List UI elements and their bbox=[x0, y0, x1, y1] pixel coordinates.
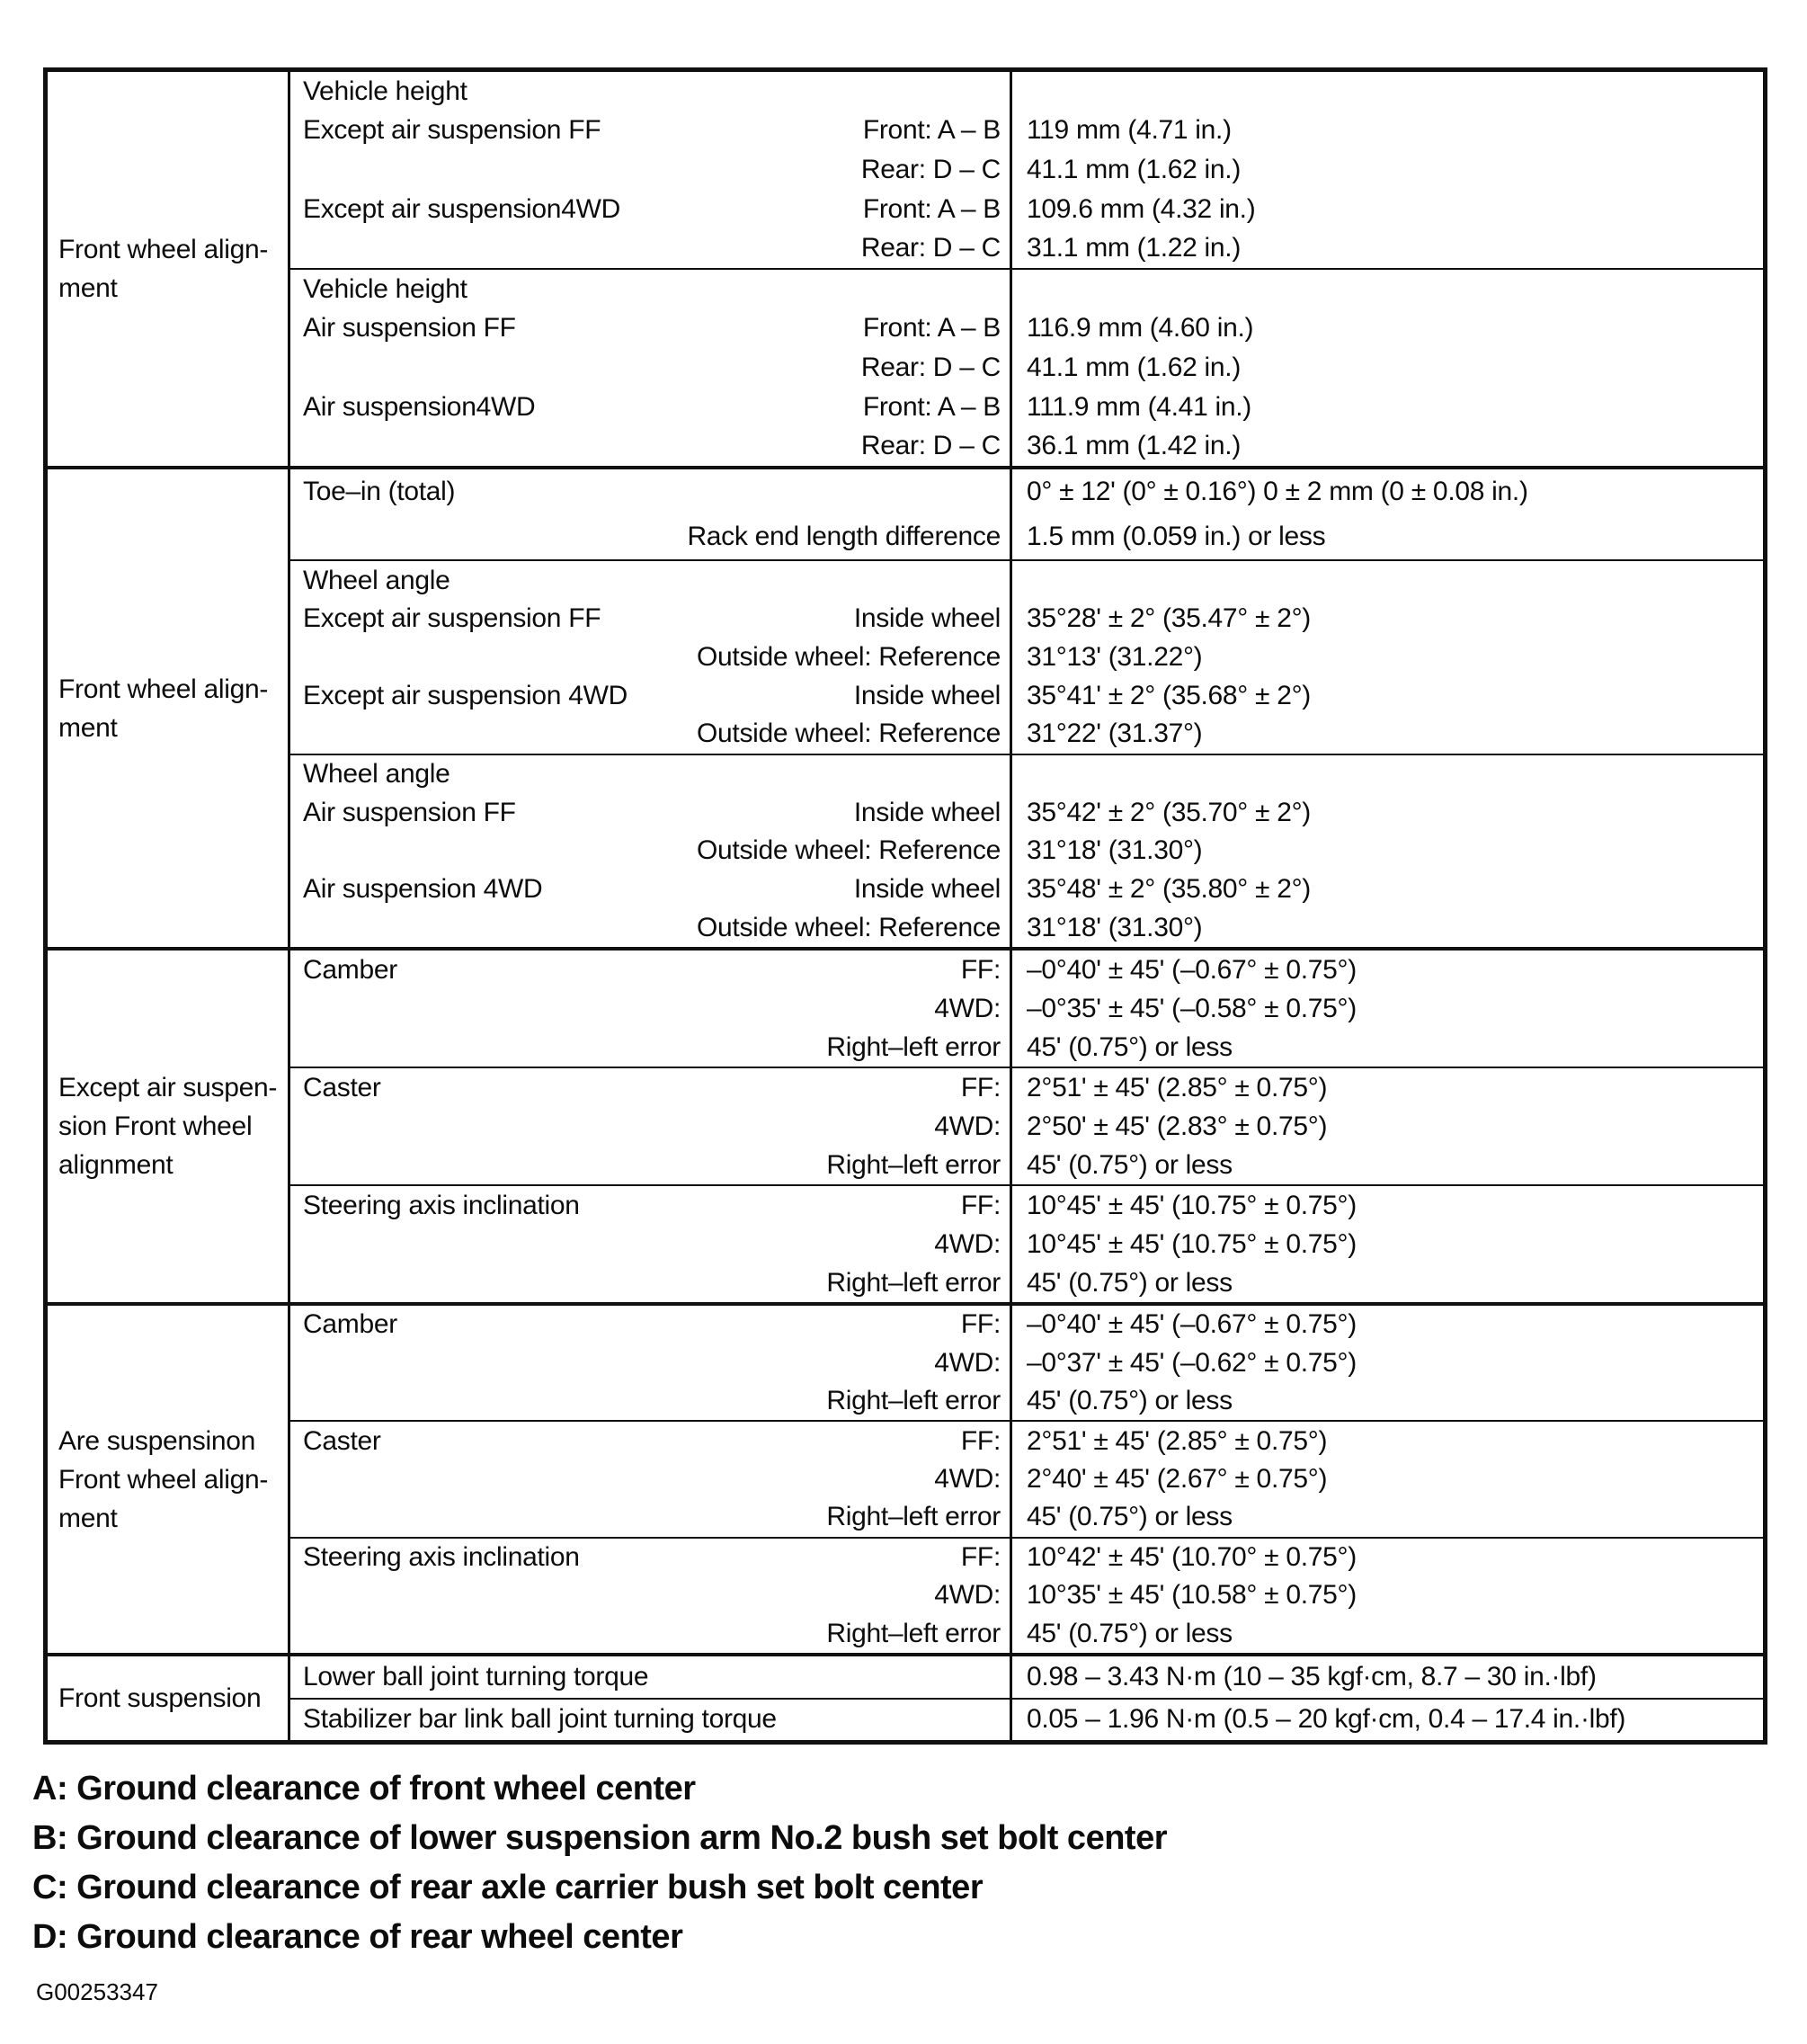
value-cell bbox=[1010, 1186, 1763, 1225]
sub-label-text: Right–left error bbox=[826, 1149, 1001, 1180]
value-text: 45' (0.75°) or less bbox=[1027, 1386, 1233, 1416]
spec-line bbox=[290, 1615, 1763, 1653]
sub-label-text: Rack end length difference bbox=[687, 522, 1001, 552]
parameter-cell bbox=[290, 832, 1010, 870]
spec-line bbox=[290, 112, 1763, 151]
sub-label-text: 4WD: bbox=[934, 1347, 1001, 1378]
value-text: –0°40' ± 45' (–0.67° ± 0.75°) bbox=[1027, 954, 1357, 985]
spec-line bbox=[290, 1576, 1763, 1614]
spec-block bbox=[290, 1537, 1763, 1653]
param-text: Air suspension4WD bbox=[303, 391, 536, 422]
param-text: Air suspension FF bbox=[303, 313, 516, 344]
param-text: Camber bbox=[303, 954, 397, 985]
value-cell bbox=[1010, 1306, 1763, 1343]
value-text: 10°45' ± 45' (10.75° ± 0.75°) bbox=[1027, 1228, 1357, 1259]
parameter-cell bbox=[290, 514, 1010, 559]
param-text: Except air suspension 4WD bbox=[303, 680, 628, 710]
spec-line bbox=[290, 676, 1763, 715]
group-label-line: ment bbox=[58, 273, 118, 303]
value-text: 35°41' ± 2° (35.68° ± 2°) bbox=[1027, 680, 1311, 710]
value-text: 45' (0.75°) or less bbox=[1027, 1149, 1233, 1180]
value-cell bbox=[1010, 514, 1763, 559]
spec-line bbox=[290, 1382, 1763, 1420]
sub-label-text: 4WD: bbox=[934, 1111, 1001, 1141]
value-text: 31°22' (31.37°) bbox=[1027, 719, 1203, 749]
value-cell bbox=[1010, 426, 1763, 466]
sub-label-text: Inside wheel bbox=[853, 680, 1001, 710]
spec-line bbox=[290, 270, 1763, 309]
spec-block bbox=[290, 1306, 1763, 1420]
value-text: 111.9 mm (4.41 in.) bbox=[1027, 391, 1251, 422]
value-cell bbox=[1010, 1263, 1763, 1302]
spec-line bbox=[290, 600, 1763, 638]
param-text: Steering axis inclination bbox=[303, 1190, 580, 1220]
group-label-line: alignment bbox=[58, 1150, 174, 1180]
spec-table bbox=[43, 67, 1767, 1745]
value-text: 10°45' ± 45' (10.75° ± 0.75°) bbox=[1027, 1190, 1357, 1220]
value-text: 2°40' ± 45' (2.67° ± 0.75°) bbox=[1027, 1463, 1328, 1494]
value-text: 45' (0.75°) or less bbox=[1027, 1031, 1233, 1062]
footnote-line-b: B: Ground clearance of lower suspension arm No.2 bush set bolt center bbox=[32, 1819, 1167, 1857]
spec-line bbox=[290, 72, 1763, 112]
param-text: Caster bbox=[303, 1072, 381, 1102]
value-cell bbox=[1010, 1576, 1763, 1614]
table-group bbox=[48, 1302, 1763, 1653]
param-text: Toe–in (total) bbox=[303, 477, 456, 507]
spec-block bbox=[290, 1698, 1763, 1741]
sub-label-text: Right–left error bbox=[826, 1267, 1001, 1298]
sub-label-text: Outside wheel: Reference bbox=[697, 641, 1001, 672]
spec-block bbox=[290, 1420, 1763, 1536]
value-text: 109.6 mm (4.32 in.) bbox=[1027, 193, 1256, 224]
parameter-cell bbox=[290, 755, 1010, 794]
value-text: 45' (0.75°) or less bbox=[1027, 1618, 1233, 1648]
sub-label-text: 4WD: bbox=[934, 1463, 1001, 1494]
value-text: –0°40' ± 45' (–0.67° ± 0.75°) bbox=[1027, 1309, 1357, 1340]
value-text: 45' (0.75°) or less bbox=[1027, 1502, 1233, 1532]
spec-line bbox=[290, 715, 1763, 754]
parameter-cell bbox=[290, 388, 1010, 427]
param-text: Except air suspension FF bbox=[303, 603, 601, 634]
group-label-line: ment bbox=[58, 712, 118, 743]
param-text: Air suspension FF bbox=[303, 797, 516, 827]
spec-block bbox=[290, 1656, 1763, 1698]
param-text: Camber bbox=[303, 1309, 397, 1340]
group-label-line: Front wheel align- bbox=[58, 1464, 269, 1495]
group-label-line: Front wheel align- bbox=[58, 674, 269, 704]
spec-line bbox=[290, 1306, 1763, 1343]
value-cell bbox=[1010, 1225, 1763, 1263]
spec-line bbox=[290, 908, 1763, 947]
sub-label-text: Rear: D – C bbox=[860, 431, 1001, 461]
footnotes bbox=[32, 1764, 1167, 1962]
parameter-cell bbox=[290, 638, 1010, 677]
group-label-line: ment bbox=[58, 1503, 118, 1533]
parameter-cell bbox=[290, 561, 1010, 600]
value-cell bbox=[1010, 1068, 1763, 1107]
parameter-cell bbox=[290, 1225, 1010, 1263]
sub-label-text: FF: bbox=[960, 1425, 1001, 1456]
parameter-cell bbox=[290, 112, 1010, 151]
value-cell bbox=[1010, 989, 1763, 1028]
param-text: Steering axis inclination bbox=[303, 1541, 580, 1572]
group-label-cell bbox=[48, 951, 290, 1302]
value-cell bbox=[1010, 388, 1763, 427]
value-text: 31°13' (31.22°) bbox=[1027, 641, 1203, 672]
parameter-cell bbox=[290, 870, 1010, 909]
sub-label-text: Right–left error bbox=[826, 1502, 1001, 1532]
group-label-line: Except air suspen- bbox=[58, 1073, 278, 1102]
sub-label-text: FF: bbox=[960, 1309, 1001, 1340]
parameter-cell bbox=[290, 150, 1010, 190]
value-cell bbox=[1010, 793, 1763, 832]
value-cell bbox=[1010, 832, 1763, 870]
spec-line bbox=[290, 755, 1763, 794]
param-text: Vehicle height bbox=[303, 76, 467, 106]
spec-block bbox=[290, 268, 1763, 466]
value-cell bbox=[1010, 112, 1763, 151]
value-cell bbox=[1010, 150, 1763, 190]
parameter-cell bbox=[290, 908, 1010, 947]
spec-line bbox=[290, 190, 1763, 229]
value-text: –0°35' ± 45' (–0.58° ± 0.75°) bbox=[1027, 993, 1357, 1023]
value-text: 0° ± 12' (0° ± 0.16°) 0 ± 2 mm (0 ± 0.08 in.) bbox=[1027, 477, 1528, 507]
param-text: Except air suspension4WD bbox=[303, 193, 620, 224]
value-cell bbox=[1010, 1700, 1763, 1741]
sub-label-text: Front: A – B bbox=[862, 391, 1001, 422]
value-cell bbox=[1010, 755, 1763, 794]
spec-line bbox=[290, 388, 1763, 427]
sub-label-text: Front: A – B bbox=[862, 313, 1001, 344]
parameter-cell bbox=[290, 1382, 1010, 1420]
spec-line bbox=[290, 832, 1763, 870]
spec-line bbox=[290, 1068, 1763, 1107]
footnote-line-d: D: Ground clearance of rear wheel center bbox=[32, 1918, 683, 1956]
value-cell bbox=[1010, 1656, 1763, 1698]
value-text: 31°18' (31.30°) bbox=[1027, 835, 1203, 866]
sub-label-text: FF: bbox=[960, 1190, 1001, 1220]
spec-block bbox=[290, 1067, 1763, 1184]
spec-line bbox=[290, 426, 1763, 466]
parameter-cell bbox=[290, 715, 1010, 754]
sub-label-text: Right–left error bbox=[826, 1618, 1001, 1648]
param-text: Stabilizer bar link ball joint turning torque bbox=[303, 1704, 777, 1735]
table-group bbox=[48, 466, 1763, 947]
value-text: 35°28' ± 2° (35.47° ± 2°) bbox=[1027, 603, 1311, 634]
value-cell bbox=[1010, 1498, 1763, 1536]
value-cell bbox=[1010, 190, 1763, 229]
parameter-cell bbox=[290, 469, 1010, 514]
spec-block bbox=[290, 754, 1763, 947]
spec-line bbox=[290, 1700, 1763, 1741]
sub-label-text: FF: bbox=[960, 954, 1001, 985]
parameter-cell bbox=[290, 426, 1010, 466]
sub-label-text: FF: bbox=[960, 1541, 1001, 1572]
spec-line bbox=[290, 989, 1763, 1028]
spec-line bbox=[290, 638, 1763, 677]
value-text: 2°50' ± 45' (2.83° ± 0.75°) bbox=[1027, 1111, 1328, 1141]
value-text: 35°48' ± 2° (35.80° ± 2°) bbox=[1027, 873, 1311, 904]
value-cell bbox=[1010, 348, 1763, 388]
value-cell bbox=[1010, 469, 1763, 514]
group-label-line: Are suspensinon bbox=[58, 1425, 255, 1456]
spec-line bbox=[290, 469, 1763, 514]
spec-line bbox=[290, 870, 1763, 909]
spec-line bbox=[290, 228, 1763, 268]
table-group bbox=[48, 72, 1763, 466]
spec-line bbox=[290, 514, 1763, 559]
spec-block bbox=[290, 559, 1763, 753]
group-label-cell bbox=[48, 72, 290, 466]
parameter-cell bbox=[290, 1107, 1010, 1146]
parameter-cell bbox=[290, 270, 1010, 309]
figure-code: G00253347 bbox=[36, 1978, 158, 2005]
group-label-line: Front wheel align- bbox=[58, 235, 269, 264]
value-cell bbox=[1010, 1460, 1763, 1498]
parameter-cell bbox=[290, 951, 1010, 989]
value-cell bbox=[1010, 1382, 1763, 1420]
sub-label-text: Rear: D – C bbox=[860, 154, 1001, 184]
value-text: 10°42' ± 45' (10.70° ± 0.75°) bbox=[1027, 1541, 1357, 1572]
value-text: 41.1 mm (1.62 in.) bbox=[1027, 154, 1242, 184]
parameter-cell bbox=[290, 1068, 1010, 1107]
value-cell bbox=[1010, 638, 1763, 677]
spec-line bbox=[290, 150, 1763, 190]
footnote-line-a: A: Ground clearance of front wheel center bbox=[32, 1770, 696, 1807]
group-label-cell bbox=[48, 1306, 290, 1653]
sub-label-text: Outside wheel: Reference bbox=[697, 719, 1001, 749]
value-text: 116.9 mm (4.60 in.) bbox=[1027, 313, 1254, 344]
spec-line bbox=[290, 1422, 1763, 1459]
sub-label-text: Front: A – B bbox=[862, 193, 1001, 224]
sub-label-text: 4WD: bbox=[934, 993, 1001, 1023]
value-cell bbox=[1010, 676, 1763, 715]
value-text: 35°42' ± 2° (35.70° ± 2°) bbox=[1027, 797, 1311, 827]
param-text: Except air suspension FF bbox=[303, 115, 601, 146]
value-cell bbox=[1010, 72, 1763, 112]
value-cell bbox=[1010, 561, 1763, 600]
sub-label-text: Inside wheel bbox=[853, 873, 1001, 904]
parameter-cell bbox=[290, 793, 1010, 832]
spec-line bbox=[290, 1343, 1763, 1381]
value-text: 119 mm (4.71 in.) bbox=[1027, 115, 1232, 146]
sub-label-text: Outside wheel: Reference bbox=[697, 912, 1001, 942]
spec-line bbox=[290, 1460, 1763, 1498]
parameter-cell bbox=[290, 72, 1010, 112]
param-text: Vehicle height bbox=[303, 273, 467, 304]
sub-label-text: Outside wheel: Reference bbox=[697, 835, 1001, 866]
group-label-cell bbox=[48, 469, 290, 947]
parameter-cell bbox=[290, 348, 1010, 388]
parameter-cell bbox=[290, 1306, 1010, 1343]
parameter-cell bbox=[290, 1146, 1010, 1184]
spec-line bbox=[290, 1225, 1763, 1263]
parameter-cell bbox=[290, 1615, 1010, 1653]
sub-label-text: Right–left error bbox=[826, 1031, 1001, 1062]
value-text: 0.98 – 3.43 N·m (10 – 35 kgf·cm, 8.7 – 30 in.·lbf) bbox=[1027, 1661, 1597, 1691]
value-text: 31.1 mm (1.22 in.) bbox=[1027, 233, 1242, 263]
parameter-cell bbox=[290, 228, 1010, 268]
value-text: 2°51' ± 45' (2.85° ± 0.75°) bbox=[1027, 1425, 1328, 1456]
value-cell bbox=[1010, 600, 1763, 638]
parameter-cell bbox=[290, 600, 1010, 638]
param-text: Lower ball joint turning torque bbox=[303, 1661, 649, 1691]
sub-label-text: FF: bbox=[960, 1072, 1001, 1102]
sub-label-text: 4WD: bbox=[934, 1228, 1001, 1259]
parameter-cell bbox=[290, 1576, 1010, 1614]
sub-label-text: 4WD: bbox=[934, 1580, 1001, 1611]
value-cell bbox=[1010, 715, 1763, 754]
parameter-cell bbox=[290, 309, 1010, 349]
sub-label-text: Rear: D – C bbox=[860, 352, 1001, 382]
value-cell bbox=[1010, 270, 1763, 309]
spec-line bbox=[290, 1028, 1763, 1067]
parameter-cell bbox=[290, 1343, 1010, 1381]
param-text: Caster bbox=[303, 1425, 381, 1456]
value-text: 2°51' ± 45' (2.85° ± 0.75°) bbox=[1027, 1072, 1328, 1102]
spec-line bbox=[290, 309, 1763, 349]
parameter-cell bbox=[290, 1700, 1010, 1741]
table-group bbox=[48, 947, 1763, 1302]
value-text: 31°18' (31.30°) bbox=[1027, 912, 1203, 942]
group-label-line: Front suspension bbox=[58, 1683, 262, 1713]
sub-label-text: Inside wheel bbox=[853, 603, 1001, 634]
group-blocks bbox=[290, 1656, 1763, 1740]
value-text: 36.1 mm (1.42 in.) bbox=[1027, 431, 1242, 461]
table-group bbox=[48, 1653, 1763, 1740]
param-text: Wheel angle bbox=[303, 758, 450, 789]
parameter-cell bbox=[290, 1656, 1010, 1698]
parameter-cell bbox=[290, 1498, 1010, 1536]
spec-block bbox=[290, 72, 1763, 268]
spec-line bbox=[290, 1539, 1763, 1576]
spec-line bbox=[290, 1146, 1763, 1184]
sub-label-text: Front: A – B bbox=[862, 115, 1001, 146]
value-cell bbox=[1010, 228, 1763, 268]
parameter-cell bbox=[290, 1186, 1010, 1225]
spec-line bbox=[290, 793, 1763, 832]
spec-block bbox=[290, 469, 1763, 559]
sub-label-text: Right–left error bbox=[826, 1386, 1001, 1416]
value-cell bbox=[1010, 1343, 1763, 1381]
group-label-line: sion Front wheel bbox=[58, 1111, 253, 1141]
footnote-line-c: C: Ground clearance of rear axle carrier bush set bolt center bbox=[32, 1869, 984, 1906]
group-blocks bbox=[290, 72, 1763, 466]
sub-label-text: Rear: D – C bbox=[860, 233, 1001, 263]
value-text: 1.5 mm (0.059 in.) or less bbox=[1027, 522, 1326, 552]
group-blocks bbox=[290, 1306, 1763, 1653]
parameter-cell bbox=[290, 1539, 1010, 1576]
value-text: 10°35' ± 45' (10.58° ± 0.75°) bbox=[1027, 1580, 1357, 1611]
value-cell bbox=[1010, 1422, 1763, 1459]
group-blocks bbox=[290, 469, 1763, 947]
value-text: –0°37' ± 45' (–0.62° ± 0.75°) bbox=[1027, 1347, 1357, 1378]
parameter-cell bbox=[290, 676, 1010, 715]
parameter-cell bbox=[290, 190, 1010, 229]
value-cell bbox=[1010, 1146, 1763, 1184]
group-blocks bbox=[290, 951, 1763, 1302]
parameter-cell bbox=[290, 1263, 1010, 1302]
value-cell bbox=[1010, 309, 1763, 349]
spec-line bbox=[290, 1186, 1763, 1225]
param-text: Wheel angle bbox=[303, 565, 450, 595]
value-cell bbox=[1010, 908, 1763, 947]
spec-line bbox=[290, 1263, 1763, 1302]
value-cell bbox=[1010, 1539, 1763, 1576]
value-cell bbox=[1010, 1028, 1763, 1067]
spec-line bbox=[290, 1498, 1763, 1536]
spec-line bbox=[290, 1107, 1763, 1146]
spec-line bbox=[290, 561, 1763, 600]
param-text: Air suspension 4WD bbox=[303, 873, 543, 904]
spec-line bbox=[290, 951, 1763, 989]
value-text: 41.1 mm (1.62 in.) bbox=[1027, 352, 1242, 382]
parameter-cell bbox=[290, 1028, 1010, 1067]
value-text: 0.05 – 1.96 N·m (0.5 – 20 kgf·cm, 0.4 – 17.4 in.·lbf) bbox=[1027, 1704, 1626, 1735]
parameter-cell bbox=[290, 1460, 1010, 1498]
spec-block bbox=[290, 951, 1763, 1067]
value-cell bbox=[1010, 1107, 1763, 1146]
value-cell bbox=[1010, 1615, 1763, 1653]
value-cell bbox=[1010, 870, 1763, 909]
parameter-cell bbox=[290, 1422, 1010, 1459]
spec-block bbox=[290, 1184, 1763, 1302]
spec-line bbox=[290, 1656, 1763, 1698]
group-label-cell bbox=[48, 1656, 290, 1740]
spec-line bbox=[290, 348, 1763, 388]
value-text: 45' (0.75°) or less bbox=[1027, 1267, 1233, 1298]
parameter-cell bbox=[290, 989, 1010, 1028]
sub-label-text: Inside wheel bbox=[853, 797, 1001, 827]
value-cell bbox=[1010, 951, 1763, 989]
